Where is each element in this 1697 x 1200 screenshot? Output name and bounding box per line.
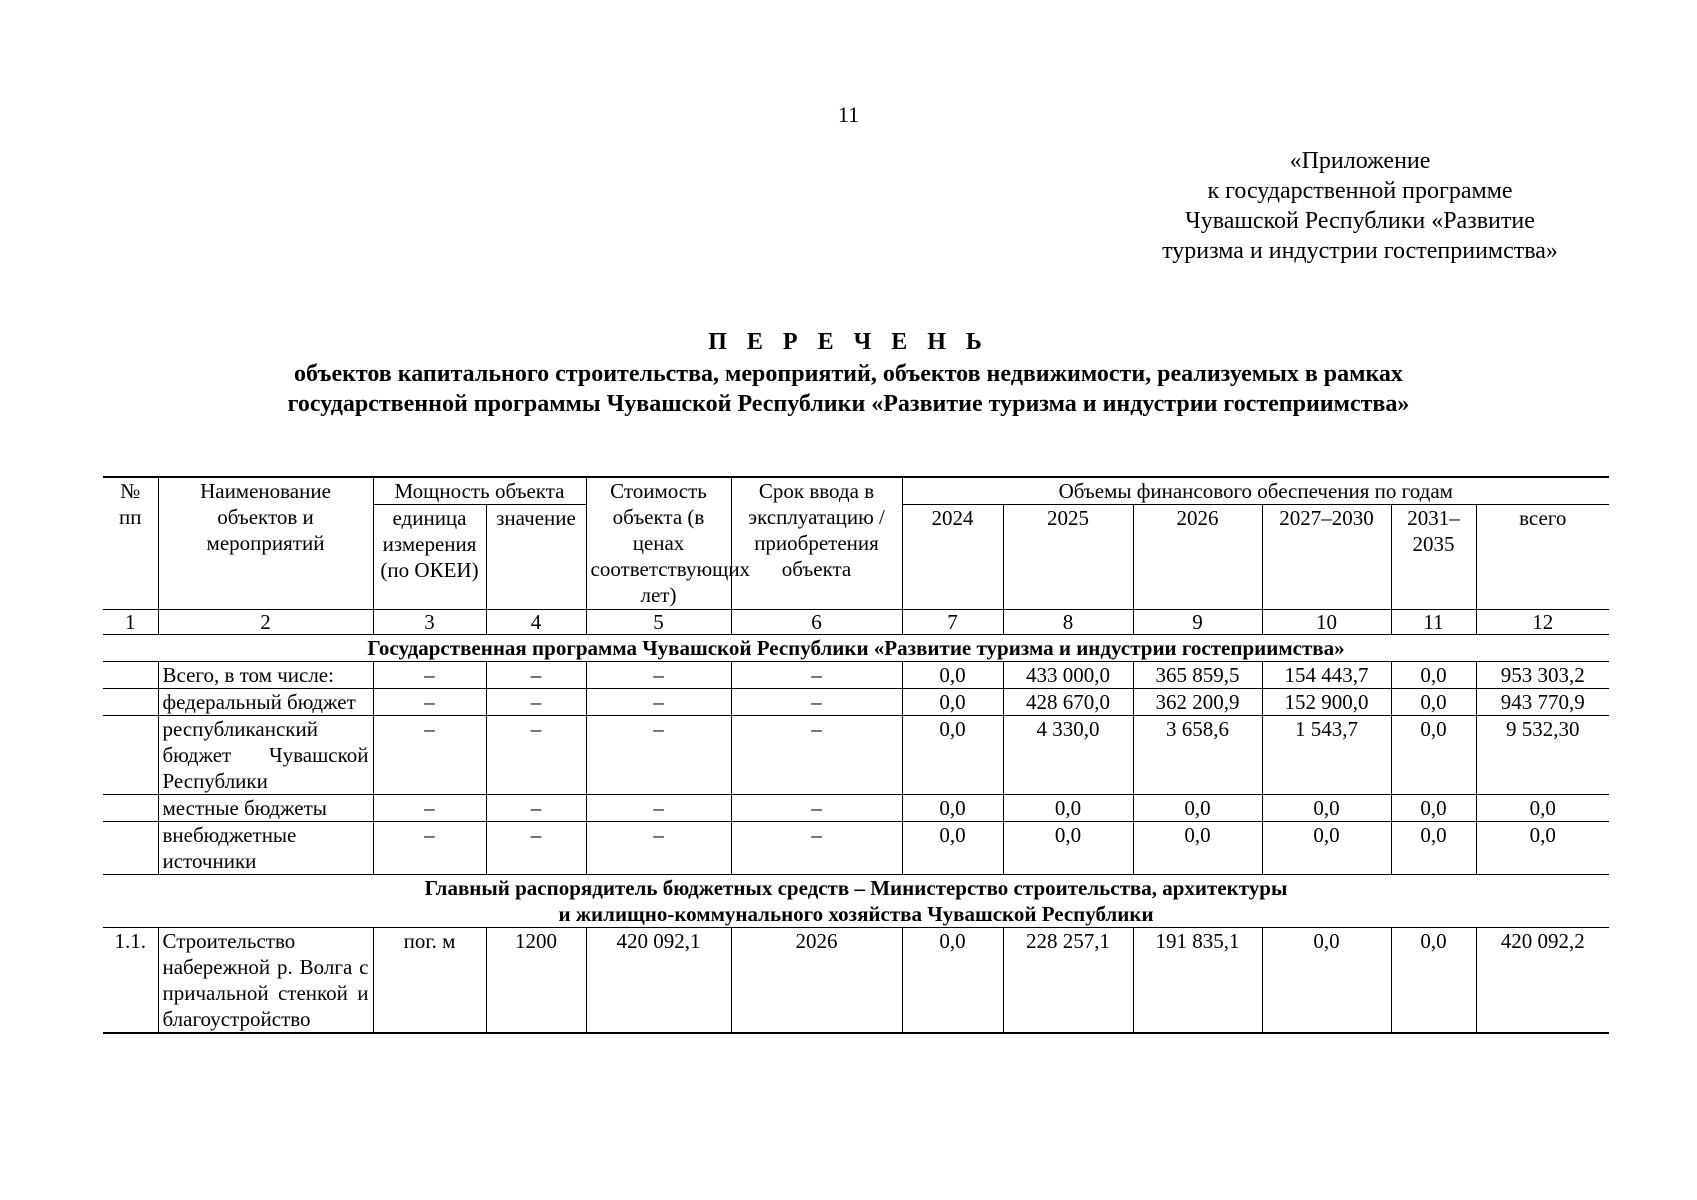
row-2026: 0,0 — [1133, 795, 1262, 822]
row-total: 420 092,2 — [1476, 928, 1609, 1034]
row-term: – — [731, 662, 902, 689]
document-subtitle-line: государственной программы Чувашской Республики «Развитие туризма и индустрии гостеприимства» — [287, 391, 1410, 417]
row-2025: 433 000,0 — [1003, 662, 1133, 689]
row-total: 9 532,30 — [1476, 716, 1609, 795]
row-cost: – — [586, 822, 731, 875]
row-2031-2035: 0,0 — [1391, 689, 1476, 716]
table-row — [103, 689, 1609, 716]
row-num — [103, 716, 158, 795]
header-capacity: Мощность объекта — [373, 477, 586, 505]
header-total: всего — [1476, 505, 1609, 610]
section-title — [103, 875, 1609, 928]
row-unit: – — [373, 716, 486, 795]
row-2025: 4 330,0 — [1003, 716, 1133, 795]
header-term: Срок ввода в эксплуатацию / приобретения объекта — [731, 477, 902, 610]
document-heading — [0, 327, 1697, 419]
row-cost: 420 092,1 — [586, 928, 731, 1034]
row-2027-2030: 1 543,7 — [1262, 716, 1391, 795]
header-year-2026: 2026 — [1133, 505, 1262, 610]
table-row — [103, 662, 1609, 689]
table-row — [103, 716, 1609, 795]
header-year-2025: 2025 — [1003, 505, 1133, 610]
document-subtitle-line: объектов капитального строительства, мероприятий, объектов недвижимости, реализуемых в рамках — [294, 361, 1403, 387]
row-term: – — [731, 822, 902, 875]
row-term: – — [731, 716, 902, 795]
header-unit: единица измерения (по ОКЕИ) — [373, 505, 486, 610]
row-2026: 362 200,9 — [1133, 689, 1262, 716]
row-num — [103, 795, 158, 822]
document-title: П Е Р Е Ч Е Н Ь — [708, 329, 989, 355]
row-2031-2035: 0,0 — [1391, 928, 1476, 1034]
row-num: 1.1. — [103, 928, 158, 1034]
row-2025: 228 257,1 — [1003, 928, 1133, 1034]
column-number: 6 — [731, 610, 902, 635]
column-number: 8 — [1003, 610, 1133, 635]
column-number: 12 — [1476, 610, 1609, 635]
row-value: – — [486, 689, 586, 716]
row-total: 953 303,2 — [1476, 662, 1609, 689]
row-2024: 0,0 — [902, 716, 1003, 795]
row-name: Строительство набережной р. Волга с причальной стенкой и благоустройство — [158, 928, 373, 1034]
row-2024: 0,0 — [902, 689, 1003, 716]
row-cost: – — [586, 662, 731, 689]
row-total: 943 770,9 — [1476, 689, 1609, 716]
row-name: местные бюджеты — [158, 795, 373, 822]
row-unit: – — [373, 689, 486, 716]
row-value: – — [486, 795, 586, 822]
row-2026: 191 835,1 — [1133, 928, 1262, 1034]
row-2027-2030: 0,0 — [1262, 928, 1391, 1034]
row-2031-2035: 0,0 — [1391, 716, 1476, 795]
column-number: 11 — [1391, 610, 1476, 635]
appendix-line: туризма и индустрии гостеприимства» — [1162, 238, 1558, 264]
column-number: 5 — [586, 610, 731, 635]
row-2024: 0,0 — [902, 822, 1003, 875]
objects-table — [103, 476, 1609, 1034]
column-number: 4 — [486, 610, 586, 635]
column-number: 1 — [103, 610, 158, 635]
row-2025: 0,0 — [1003, 795, 1133, 822]
table-row — [103, 795, 1609, 822]
header-years-2027-2030: 2027–2030 — [1262, 505, 1391, 610]
header-num: № пп — [103, 477, 158, 610]
header-name: Наименование объектов и мероприятий — [158, 477, 373, 610]
table-header-row — [103, 477, 1609, 505]
row-unit: – — [373, 822, 486, 875]
row-term: – — [731, 795, 902, 822]
column-number: 10 — [1262, 610, 1391, 635]
section-title-line: и жилищно-коммунального хозяйства Чувашской Республики — [558, 902, 1154, 926]
row-unit: – — [373, 662, 486, 689]
appendix-note — [1130, 146, 1590, 266]
row-value: – — [486, 716, 586, 795]
column-number: 3 — [373, 610, 486, 635]
row-2031-2035: 0,0 — [1391, 822, 1476, 875]
section-title: Государственная программа Чувашской Республики «Развитие туризма и индустрии гостеприимства» — [103, 635, 1609, 662]
row-total: 0,0 — [1476, 795, 1609, 822]
section-header-row — [103, 635, 1609, 662]
row-2026: 0,0 — [1133, 822, 1262, 875]
row-num — [103, 822, 158, 875]
section-title-line: Главный распорядитель бюджетных средств – Министерство строительства, архитектуры — [424, 876, 1288, 900]
page-number: 11 — [837, 102, 860, 127]
header-years-2031-2035: 2031–2035 — [1391, 505, 1476, 610]
row-2025: 0,0 — [1003, 822, 1133, 875]
header-value: значение — [486, 505, 586, 610]
header-cost: Стоимость объекта (в ценах соответствующих лет) — [586, 477, 731, 610]
column-number-row — [103, 610, 1609, 635]
section-header-row — [103, 875, 1609, 928]
row-2026: 365 859,5 — [1133, 662, 1262, 689]
row-total: 0,0 — [1476, 822, 1609, 875]
row-cost: – — [586, 795, 731, 822]
row-2031-2035: 0,0 — [1391, 795, 1476, 822]
table-row — [103, 928, 1609, 1034]
row-unit: – — [373, 795, 486, 822]
row-value: – — [486, 662, 586, 689]
row-2024: 0,0 — [902, 662, 1003, 689]
column-number: 9 — [1133, 610, 1262, 635]
row-2027-2030: 0,0 — [1262, 795, 1391, 822]
header-year-2024: 2024 — [902, 505, 1003, 610]
row-name: внебюджетные источники — [158, 822, 373, 875]
row-2024: 0,0 — [902, 928, 1003, 1034]
row-name: федеральный бюджет — [158, 689, 373, 716]
row-name: республиканский бюджет Чувашской Республики — [158, 716, 373, 795]
header-finance: Объемы финансового обеспечения по годам — [902, 477, 1609, 505]
column-number: 7 — [902, 610, 1003, 635]
row-2025: 428 670,0 — [1003, 689, 1133, 716]
row-term: 2026 — [731, 928, 902, 1034]
row-cost: – — [586, 689, 731, 716]
row-unit: пог. м — [373, 928, 486, 1034]
row-term: – — [731, 689, 902, 716]
row-2026: 3 658,6 — [1133, 716, 1262, 795]
column-number: 2 — [158, 610, 373, 635]
appendix-line: «Приложение — [1289, 148, 1431, 174]
row-2027-2030: 154 443,7 — [1262, 662, 1391, 689]
row-cost: – — [586, 716, 731, 795]
appendix-line: Чувашской Республики «Развитие — [1185, 208, 1535, 234]
row-2027-2030: 0,0 — [1262, 822, 1391, 875]
row-value: – — [486, 822, 586, 875]
row-2024: 0,0 — [902, 795, 1003, 822]
row-value: 1200 — [486, 928, 586, 1034]
row-name: Всего, в том числе: — [158, 662, 373, 689]
appendix-line: к государственной программе — [1207, 178, 1513, 204]
row-num — [103, 662, 158, 689]
row-2031-2035: 0,0 — [1391, 662, 1476, 689]
table-row — [103, 822, 1609, 875]
row-num — [103, 689, 158, 716]
row-2027-2030: 152 900,0 — [1262, 689, 1391, 716]
